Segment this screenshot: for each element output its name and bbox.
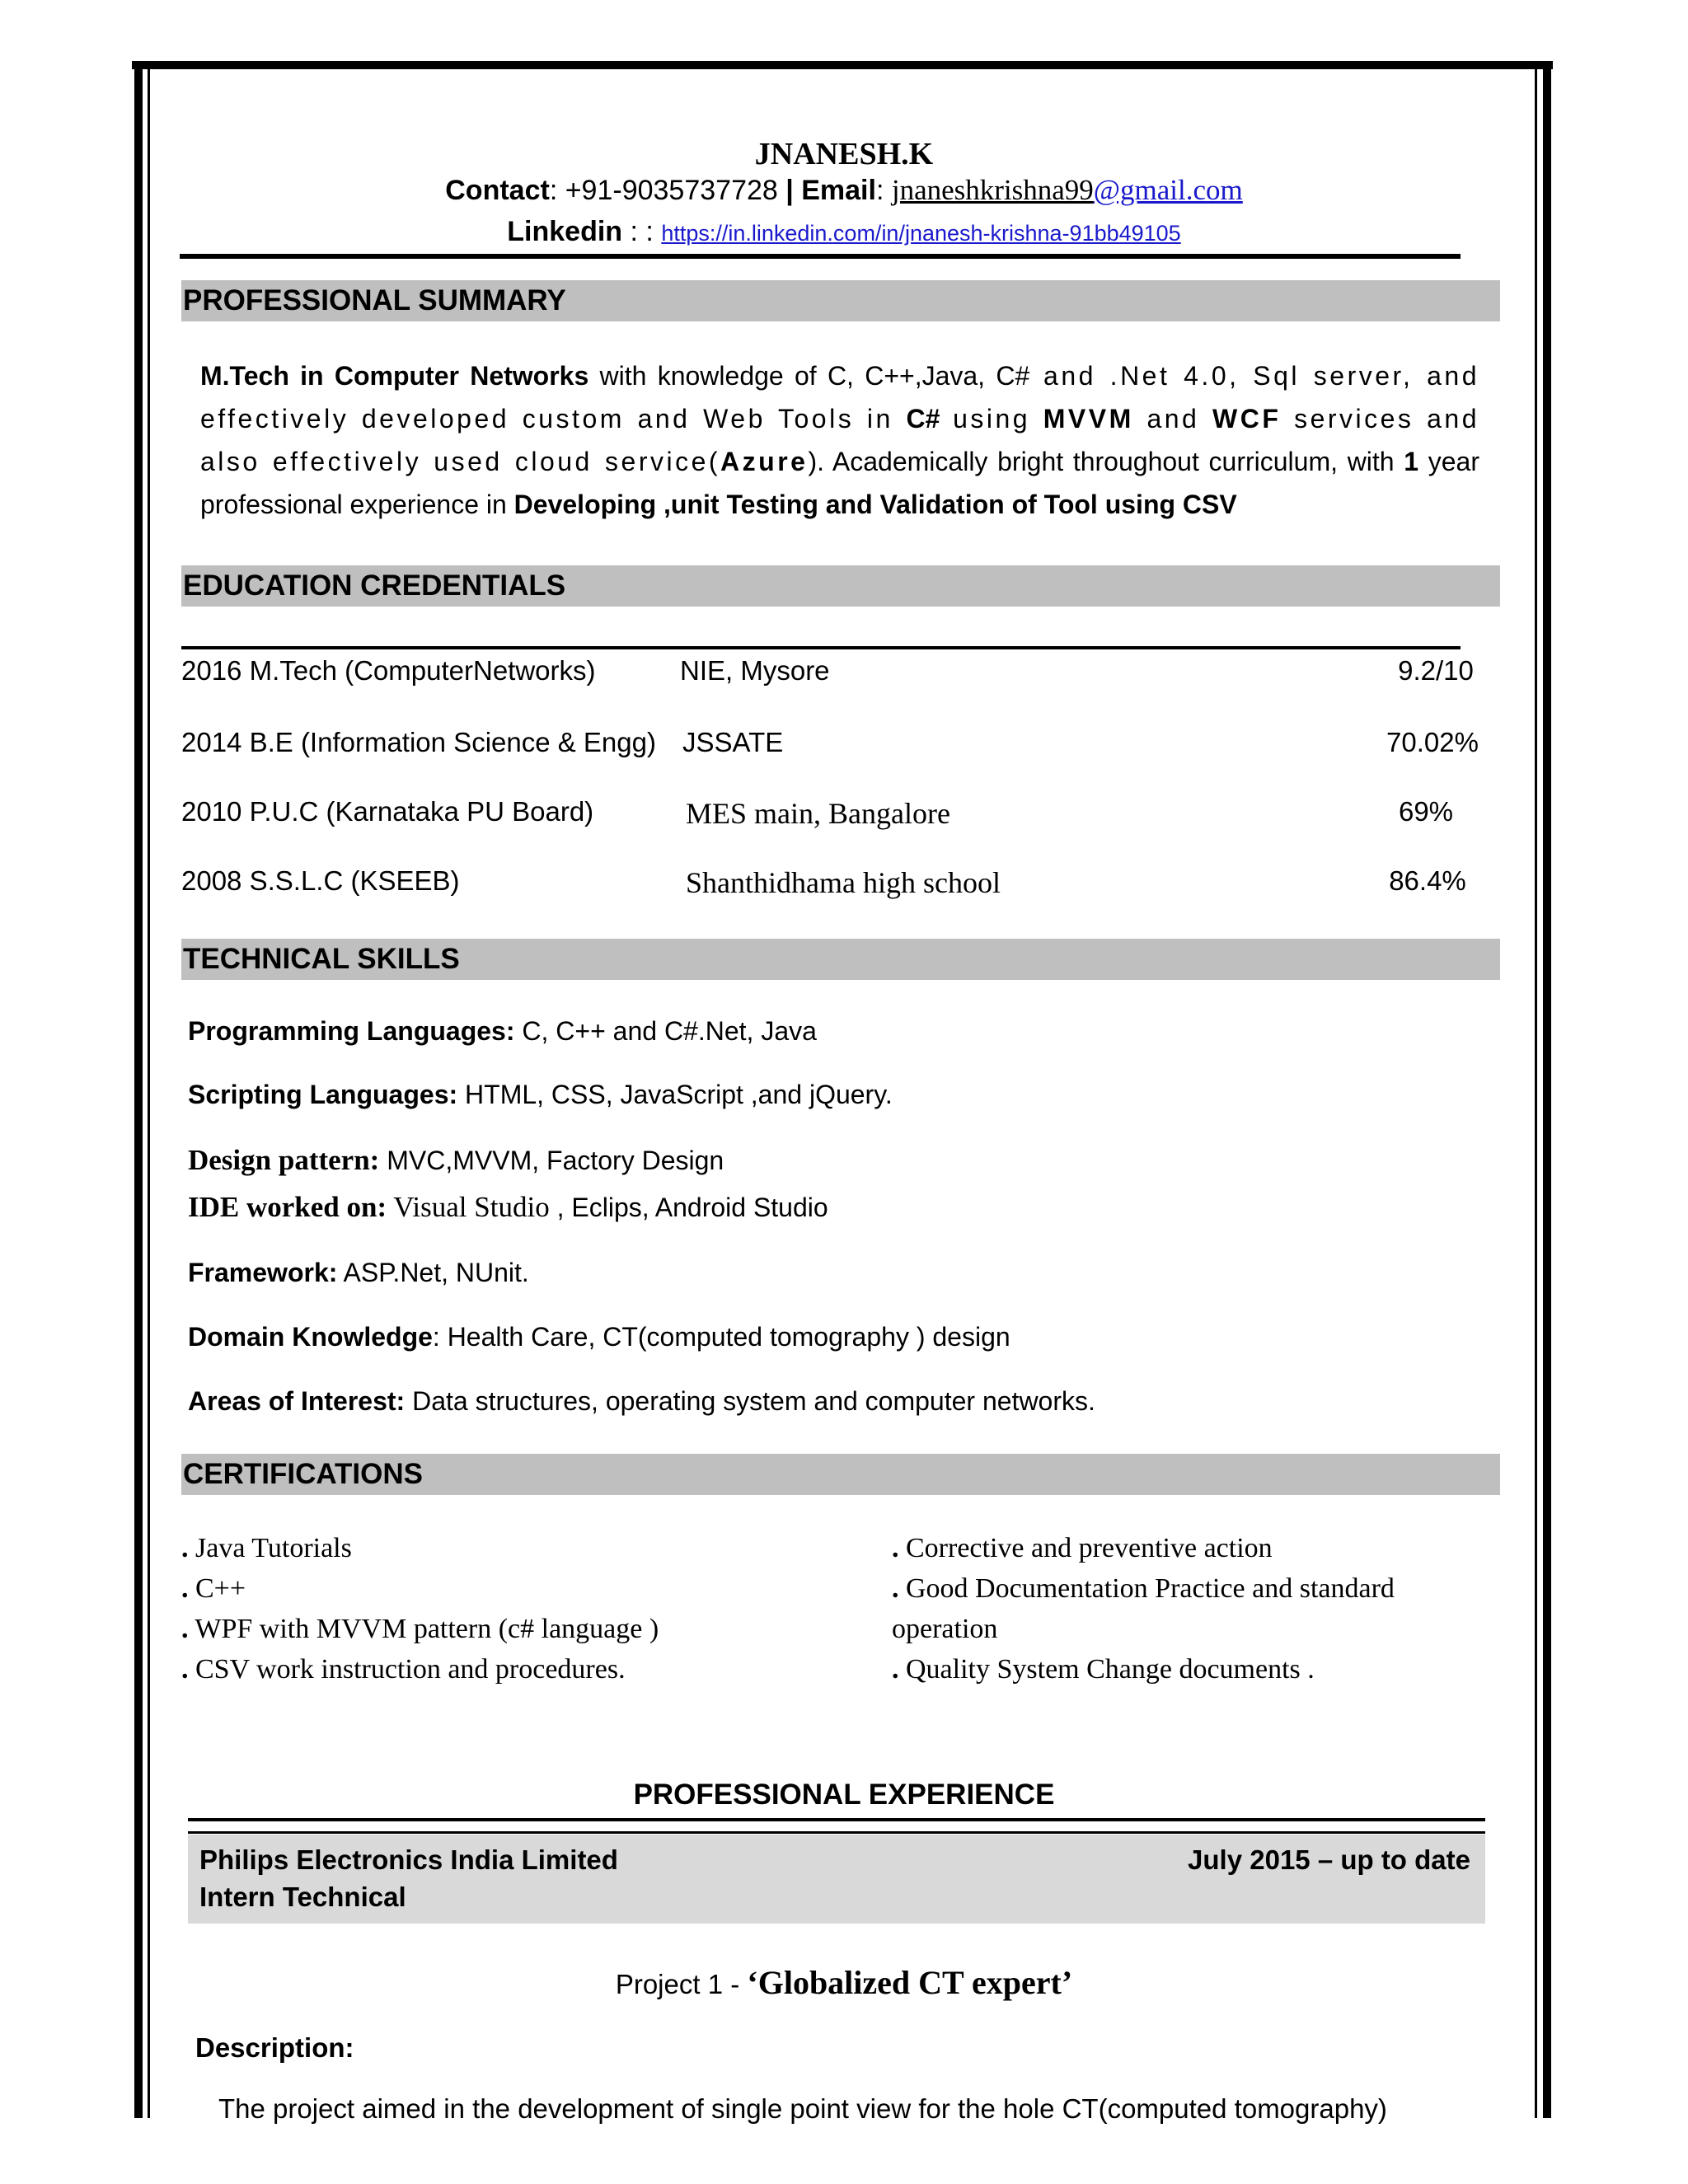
certifications-right-column xyxy=(892,1528,1518,1690)
skill-scripting-languages xyxy=(188,1080,893,1110)
linkedin-line xyxy=(0,216,1688,248)
experience-header xyxy=(188,1835,1485,1924)
section-education xyxy=(181,565,1500,607)
phone-number: : +91-9035737728 xyxy=(549,175,786,206)
education-score: 70.02% xyxy=(1386,727,1479,757)
certification-item-continued: operation xyxy=(892,1614,998,1644)
contact-line xyxy=(0,174,1688,207)
education-score: 9.2/10 xyxy=(1398,655,1474,686)
skill-label: Design pattern: xyxy=(188,1144,380,1176)
skill-ide xyxy=(188,1191,828,1224)
summary-text: year professional experience in xyxy=(200,447,1480,519)
job-role: Intern Technical xyxy=(199,1882,406,1912)
description-label: Description: xyxy=(195,2032,354,2063)
certification-text: Quality System Change documents . xyxy=(906,1654,1315,1685)
summary-text: with knowledge of C, C++,Java, C# xyxy=(588,361,1030,391)
education-score: 86.4% xyxy=(1389,865,1466,896)
employment-dates: July 2015 – up to date xyxy=(1188,1844,1470,1875)
summary-text: using xyxy=(940,404,1043,434)
skill-framework xyxy=(188,1258,529,1288)
experience-rule-inner xyxy=(188,1831,1485,1834)
email-domain: @gmail.com xyxy=(1093,174,1243,206)
bullet: . xyxy=(892,1533,899,1563)
skill-label: IDE worked on: xyxy=(188,1191,387,1223)
section-professional-summary xyxy=(181,280,1500,321)
bullet: . xyxy=(181,1573,189,1604)
email-label: Email xyxy=(793,175,876,206)
certification-item xyxy=(892,1649,1518,1690)
summary-keyword: MVVM xyxy=(1043,404,1134,434)
email-user: jnaneshkrishna99 xyxy=(891,174,1094,206)
bullet: . xyxy=(892,1573,899,1604)
education-row xyxy=(181,796,1467,837)
certification-item xyxy=(892,1528,1518,1568)
education-degree: 2010 P.U.C (Karnataka PU Board) xyxy=(181,796,594,827)
certification-text: CSV work instruction and procedures. xyxy=(195,1654,626,1685)
skill-value: , Eclips, Android Studio xyxy=(549,1193,828,1222)
section-certifications xyxy=(181,1454,1500,1495)
skill-label: Areas of Interest: xyxy=(188,1386,406,1416)
skill-value: Data structures, operating system and computer networks. xyxy=(405,1386,1095,1416)
section-title: TECHNICAL SKILLS xyxy=(183,943,460,975)
education-degree: 2008 S.S.L.C (KSEEB) xyxy=(181,865,460,896)
skill-programming-languages xyxy=(188,1016,817,1047)
education-institute: JSSATE xyxy=(682,727,784,757)
certification-item xyxy=(892,1568,1518,1609)
section-professional-experience: PROFESSIONAL EXPERIENCE xyxy=(633,1779,1055,1811)
header-rule xyxy=(180,254,1461,259)
section-title: CERTIFICATIONS xyxy=(183,1458,424,1490)
skill-value: ASP.Net, NUnit. xyxy=(337,1258,529,1287)
summary-text: ). xyxy=(808,447,824,476)
company-name: Philips Electronics India Limited xyxy=(199,1844,618,1875)
education-degree: 2016 M.Tech (ComputerNetworks) xyxy=(181,655,596,686)
skill-value: : Health Care, CT(computed tomography ) design xyxy=(432,1322,1010,1352)
skill-value: HTML, CSS, JavaScript ,and jQuery. xyxy=(457,1080,893,1109)
summary-keyword: Developing ,unit Testing and Validation of Tool using CSV xyxy=(513,490,1237,519)
skill-design-pattern xyxy=(188,1144,724,1177)
skill-value: MVC,MVVM, Factory Design xyxy=(379,1146,724,1175)
contact-separator: | xyxy=(785,175,794,206)
summary-keyword: Azure xyxy=(720,447,809,476)
section-title: PROFESSIONAL SUMMARY xyxy=(183,284,566,316)
education-institute: NIE, Mysore xyxy=(680,655,830,686)
certification-text: C++ xyxy=(195,1573,246,1604)
certification-text: Corrective and preventive action xyxy=(906,1533,1273,1563)
linkedin-link[interactable]: https://in.linkedin.com/in/jnanesh-krishna-91bb49105 xyxy=(661,221,1181,246)
summary-keyword: WCF xyxy=(1212,404,1282,434)
email-colon: : xyxy=(875,175,892,206)
summary-text: Academically bright throughout curriculum, with xyxy=(824,447,1404,476)
contact-label: Contact xyxy=(445,175,550,206)
project-name: ‘Globalized CT expert’ xyxy=(747,1964,1073,2001)
bullet: . xyxy=(181,1614,189,1644)
certification-item xyxy=(181,1649,841,1690)
certifications-left-column xyxy=(181,1528,841,1690)
skill-domain-knowledge xyxy=(188,1322,1010,1352)
education-institute: MES main, Bangalore xyxy=(686,797,950,830)
bullet: . xyxy=(181,1654,189,1685)
education-row xyxy=(181,727,1479,768)
certification-text: Good Documentation Practice and standard xyxy=(906,1573,1395,1604)
candidate-name: JNANESH.K xyxy=(754,137,934,171)
project-heading xyxy=(0,1963,1688,2002)
page-border-top xyxy=(132,61,1553,69)
education-rule xyxy=(181,646,1461,649)
summary-text: services and also effectively used cloud service( xyxy=(200,404,1480,476)
skill-areas-of-interest xyxy=(188,1386,1095,1417)
certification-item xyxy=(181,1609,841,1649)
experience-rule xyxy=(188,1818,1485,1821)
section-title: EDUCATION CREDENTIALS xyxy=(183,569,566,602)
certification-item xyxy=(181,1568,841,1609)
education-row xyxy=(181,865,1467,907)
summary-paragraph xyxy=(200,354,1479,526)
skill-value: Visual Studio xyxy=(387,1191,550,1223)
summary-keyword: 1 xyxy=(1404,447,1419,476)
bullet: . xyxy=(892,1654,899,1685)
education-row xyxy=(181,655,1474,696)
education-score: 69% xyxy=(1398,796,1454,827)
education-degree: 2014 B.E (Information Science & Engg) xyxy=(181,727,656,757)
linkedin-colon: : : xyxy=(622,216,662,247)
email-link[interactable] xyxy=(892,174,1243,206)
skill-label: Domain Knowledge xyxy=(188,1322,433,1352)
linkedin-label: Linkedin xyxy=(507,216,623,247)
certification-item xyxy=(181,1528,841,1568)
project-prefix: Project 1 - xyxy=(615,1969,748,1999)
description-text: The project aimed in the development of single point view for the hole CT(computed tomography) xyxy=(218,2093,1387,2124)
education-institute: Shanthidhama high school xyxy=(686,866,1001,899)
summary-degree: M.Tech in Computer Networks xyxy=(200,361,589,391)
skill-value: C, C++ and C#.Net, Java xyxy=(514,1016,817,1046)
summary-keyword: C# xyxy=(906,404,940,434)
certification-text: WPF with MVVM pattern (c# language ) xyxy=(195,1614,659,1644)
section-technical-skills xyxy=(181,939,1500,980)
skill-label: Programming Languages: xyxy=(188,1016,515,1046)
summary-text: and .Net 4.0, Sql server, and effectively developed custom and Web Tools in xyxy=(200,361,1480,434)
certification-text: Java Tutorials xyxy=(195,1533,352,1563)
summary-text: and xyxy=(1133,404,1213,434)
skill-label: Scripting Languages: xyxy=(188,1080,458,1109)
bullet: . xyxy=(181,1533,189,1563)
skill-label: Framework: xyxy=(188,1258,338,1287)
